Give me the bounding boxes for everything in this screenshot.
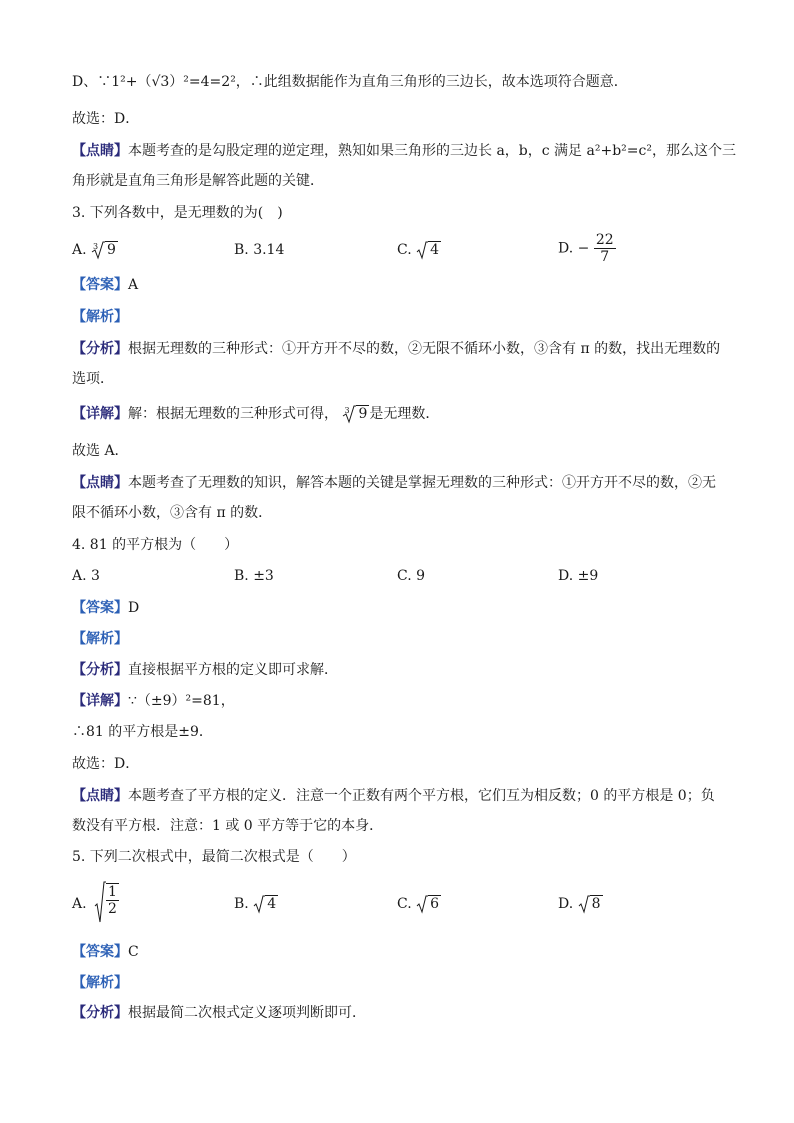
dianjing-text-cont: 角形就是直角三角形是解答此题的关键． — [72, 173, 324, 189]
q3-choice: 故选 A． — [72, 443, 129, 459]
answer-choice-line: 故选：D． — [72, 111, 140, 127]
q4-choice: 故选：D． — [72, 756, 140, 772]
q4-dianjing — [72, 786, 715, 806]
dianjing-tag: 【点睛】 — [72, 788, 128, 804]
q3-analysis — [72, 339, 720, 359]
q4-analysis — [72, 660, 338, 680]
question-5: 5. 下列二次根式中，最简二次根式是（ ） — [72, 849, 356, 865]
square-root — [253, 894, 278, 914]
analysis-text: 根据无理数的三种形式：①开方开不尽的数，②无限不循环小数，③含有 π 的数，找出无理数的 — [128, 341, 721, 357]
analysis-text: 根据最简二次根式定义逐项判断即可． — [128, 1005, 366, 1021]
denominator: 7 — [600, 249, 610, 265]
denominator: 2 — [108, 901, 117, 917]
radical-sign-icon — [578, 894, 590, 914]
q5-option-a — [94, 880, 119, 924]
detail-text: 解：根据无理数的三种形式可得， — [128, 406, 338, 422]
q4-answer — [72, 598, 139, 618]
dianjing-text: 本题考查了无理数的知识，解答本题的关键是掌握无理数的三种形式：①开方开不尽的数，②无 — [128, 475, 716, 491]
radicand: 6 — [430, 896, 440, 912]
dianjing-tag: 【点睛】 — [72, 143, 128, 159]
question-4: 4. 81 的平方根为（ ） — [72, 537, 239, 553]
square-root — [578, 894, 603, 914]
radical-sign-icon — [94, 880, 106, 924]
dianjing-tag: 【点睛】 — [72, 475, 128, 491]
q5-analysis — [72, 1003, 366, 1023]
minus-sign: − — [577, 240, 590, 257]
q5-answer — [72, 942, 139, 962]
numerator: 22 — [595, 232, 614, 248]
dianjing-text: 本题考查了平方根的定义．注意一个正数有两个平方根，它们互为相反数；0 的平方根是 0；负 — [128, 788, 715, 804]
q3-jiexi-tag: 【解析】 — [72, 309, 128, 325]
detail-tag: 【详解】 — [72, 406, 128, 422]
option-label: A. — [72, 242, 87, 258]
option-label: C. — [397, 242, 412, 258]
radicand: 8 — [591, 896, 601, 912]
answer-value: C — [128, 944, 139, 960]
q3-dianjing — [72, 473, 716, 493]
numerator: 1 — [108, 884, 117, 900]
cube-root — [91, 240, 118, 260]
analysis-tag: 【分析】 — [72, 341, 128, 357]
q3-option-c — [397, 240, 441, 260]
q5-option-c — [397, 894, 441, 914]
q5-option-b — [234, 894, 278, 914]
analysis-tag: 【分析】 — [72, 662, 128, 678]
radicand: 4 — [267, 896, 277, 912]
fraction — [106, 884, 119, 917]
detail-tag: 【详解】 — [72, 693, 128, 709]
q4-detail — [72, 691, 235, 711]
radical-sign-icon — [416, 894, 428, 914]
q3-option-b: B. 3.14 — [234, 242, 285, 258]
q4-dianjing-cont: 数没有平方根．注意：1 或 0 平方等于它的本身． — [72, 818, 384, 834]
q5-jiexi-tag: 【解析】 — [72, 975, 128, 991]
q3-option-a — [72, 240, 118, 260]
q3-detail — [72, 404, 439, 424]
q3-analysis-cont: 选项． — [72, 371, 114, 387]
analysis-tag: 【分析】 — [72, 1005, 128, 1021]
q4-jiexi-tag: 【解析】 — [72, 631, 128, 647]
q3-dianjing-cont: 限不循环小数，③含有 π 的数． — [72, 505, 273, 521]
detail-text-end: 是无理数． — [369, 406, 440, 422]
square-root — [416, 240, 441, 260]
radicand: 4 — [430, 242, 440, 258]
q4-option-a: A. 3 — [72, 568, 100, 584]
answer-tag: 【答案】 — [72, 944, 128, 960]
q4-option-d: D. ±9 — [558, 568, 599, 584]
q3-answer — [72, 275, 138, 295]
q4-option-b: B. ±3 — [234, 568, 274, 584]
radicand: 9 — [107, 242, 116, 258]
answer-value: D — [128, 600, 140, 616]
option-d-explanation: D、∵1²+（√3）²=4=2²，∴此组数据能作为直角三角形的三边长，故本选项符合题意． — [72, 74, 628, 90]
q3-options — [72, 232, 732, 272]
q5-option-a-label: A. — [72, 896, 87, 912]
radical-sign-icon — [253, 894, 265, 914]
option-label: D. — [558, 896, 574, 912]
analysis-text: 直接根据平方根的定义即可求解． — [128, 662, 338, 678]
option-label: C. — [397, 896, 412, 912]
q4-option-c: C. 9 — [397, 568, 426, 584]
root-index: 3 — [93, 242, 99, 251]
radical-sign-icon — [416, 240, 428, 260]
root-index: 3 — [344, 406, 350, 415]
detail-text: ∵（±9）²=81， — [128, 693, 235, 709]
q4-result: ∴81 的平方根是±9． — [72, 724, 213, 740]
option-label: B. — [234, 896, 249, 912]
radicand: 9 — [358, 406, 368, 422]
q5-options — [72, 880, 732, 928]
dianjing-text: 本题考查的是勾股定理的逆定理，熟知如果三角形的三边长 a，b，c 满足 a²+b²=c²，那么这个三 — [128, 143, 736, 159]
option-label: D. — [558, 240, 574, 257]
cube-root — [342, 404, 369, 424]
q5-option-d — [558, 894, 603, 914]
square-root — [416, 894, 441, 914]
answer-tag: 【答案】 — [72, 600, 128, 616]
fraction — [594, 232, 616, 265]
answer-tag: 【答案】 — [72, 277, 128, 293]
answer-value: A — [128, 277, 139, 293]
radicand — [106, 883, 119, 917]
dianjing-line — [72, 141, 736, 161]
question-3: 3. 下列各数中，是无理数的为( ) — [72, 205, 283, 221]
square-root — [94, 880, 119, 924]
q3-option-d — [558, 232, 616, 265]
